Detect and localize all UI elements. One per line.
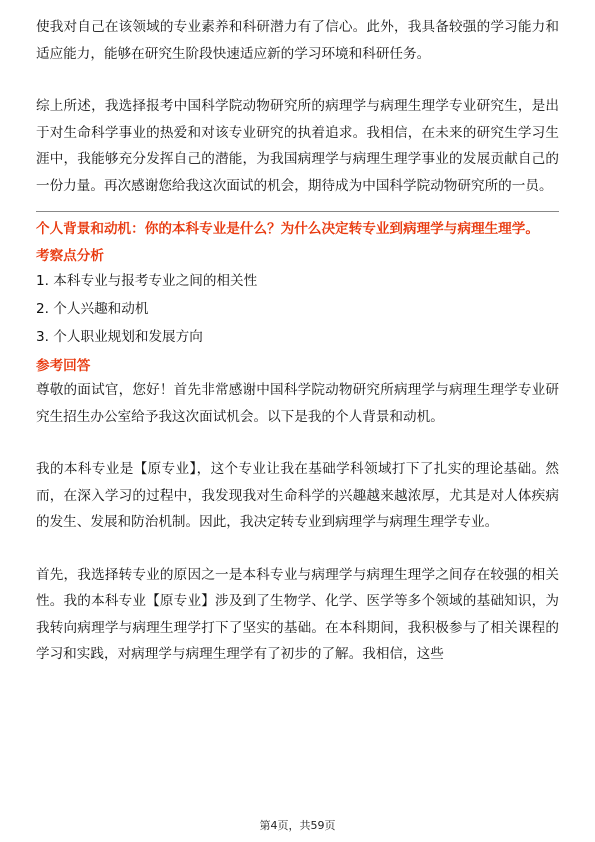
paragraph-gap — [36, 536, 559, 562]
intro-paragraph: 使我对自己在该领域的专业素养和科研潜力有了信心。此外，我具备较强的学习能力和适应能力，能够在研究生阶段快速适应新的学习环境和科研任务。 — [36, 19, 559, 62]
paragraph-gap — [36, 430, 559, 456]
list-item: 1. 本科专业与报考专业之间的相关性 — [36, 273, 258, 289]
analysis-heading: 考察点分析 — [36, 248, 104, 264]
intro-paragraph: 综上所述，我选择报考中国科学院动物研究所的病理学与病理生理学专业研究生，是出于对生命科学事业的热爱和对该专业研究的执着追求。我相信，在未来的研究生学习生涯中，我能够充分发挥自己的潜能，为我国病理学与病理生理学事业的发展贡献自己的一份力量。再次感谢您给我这次面试的机会，期待成为中国科学院动物研究所的一员。 — [36, 98, 559, 194]
list-item: 3. 个人职业规划和发展方向 — [36, 329, 203, 345]
list-item: 2. 个人兴趣和动机 — [36, 301, 149, 317]
analysis-list — [36, 267, 559, 351]
answer-paragraph: 尊敬的面试官，您好！首先非常感谢中国科学院动物研究所病理学与病理生理学专业研究生招生办公室给予我这次面试机会。以下是我的个人背景和动机。 — [36, 382, 559, 425]
section-divider — [36, 211, 559, 212]
paragraph-gap — [36, 67, 559, 93]
document-body — [36, 14, 559, 668]
answer-paragraph: 首先，我选择转专业的原因之一是本科专业与病理学与病理生理学之间存在较强的相关性。我的本科专业【原专业】涉及到了生物学、化学、医学等多个领域的基础知识，为我转向病理学与病理生理学打下了坚实的基础。在本科期间，我积极参与了相关课程的学习和实践，对病理学与病理生理学有了初步的了解。我相信，这些 — [36, 566, 559, 662]
page-number: 第4页，共59页 — [259, 819, 336, 832]
answer-paragraph: 我的本科专业是【原专业】，这个专业让我在基础学科领域打下了扎实的理论基础。然而，在深入学习的过程中，我发现我对生命科学的兴趣越来越浓厚，尤其是对人体疾病的发生、发展和防治机制。因此，我决定转专业到病理学与病理生理学专业。 — [36, 461, 559, 530]
question-heading: 个人背景和动机：你的本科专业是什么？为什么决定转专业到病理学与病理生理学。 — [36, 221, 539, 237]
answer-heading: 参考回答 — [36, 358, 91, 374]
